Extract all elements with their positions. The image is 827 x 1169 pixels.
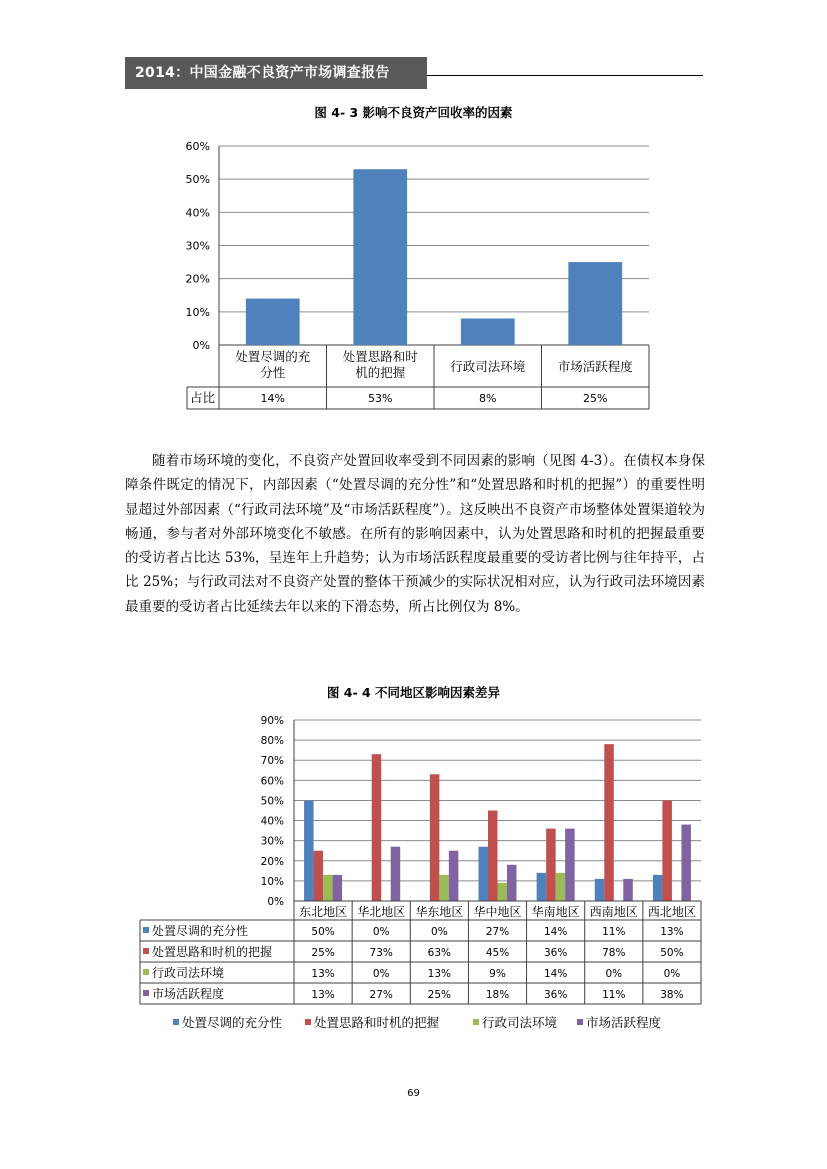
table-value: 14% — [260, 392, 285, 405]
table-value: 50% — [311, 926, 335, 938]
table-series-label: 处置尽调的充分性 — [152, 924, 249, 938]
legend-label: 市场活跃程度 — [586, 1015, 662, 1030]
x-category-label: 行政司法环境 — [450, 359, 526, 374]
x-category-label: 西南地区 — [589, 905, 638, 919]
bar-市场活跃程度-华北地区 — [391, 847, 401, 901]
table-value: 0% — [431, 926, 448, 938]
y-tick-label: 90% — [260, 715, 284, 727]
table-legend-key — [143, 948, 149, 954]
x-category-label: 华北地区 — [357, 905, 406, 919]
table-value: 14% — [543, 926, 568, 938]
table-value: 14% — [543, 968, 568, 980]
y-tick-label: 30% — [185, 239, 210, 253]
report-header-title: 2014：中国金融不良资产市场调查报告 — [125, 57, 427, 89]
page-number: 69 — [407, 1088, 420, 1099]
bar-行政司法环境-华中地区 — [498, 883, 508, 901]
table-value: 53% — [368, 392, 393, 405]
table-value: 63% — [427, 947, 452, 959]
y-tick-label: 60% — [185, 140, 210, 153]
bar-处置尽调的充分性-西北地区 — [653, 875, 663, 901]
legend-key — [305, 1019, 311, 1025]
bar-处置思路和时机的把握-西北地区 — [662, 800, 672, 901]
bar-处置尽调的充分性-华南地区 — [537, 873, 547, 901]
table-value: 36% — [543, 989, 568, 1001]
bar-市场活跃程度-华南地区 — [565, 829, 575, 901]
table-value: 9% — [489, 968, 506, 980]
x-category-label: 华南地区 — [531, 905, 580, 919]
table-value: 13% — [311, 968, 335, 980]
y-tick-label: 60% — [260, 775, 284, 788]
legend-label: 行政司法环境 — [482, 1015, 558, 1030]
table-series-label: 市场活跃程度 — [152, 987, 225, 1001]
y-tick-label: 40% — [260, 815, 284, 828]
bar-行政司法环境-华南地区 — [556, 873, 566, 901]
x-category-label: 东北地区 — [299, 905, 348, 919]
x-category-label: 华东地区 — [415, 905, 464, 919]
y-tick-label: 0% — [267, 896, 284, 908]
bar-市场活跃程度-西南地区 — [623, 879, 633, 901]
x-category-label: 处置尽调的充 — [235, 349, 311, 364]
table-legend-key — [143, 927, 149, 933]
table-value: 78% — [602, 947, 626, 959]
table-value: 36% — [543, 947, 568, 959]
table-legend-key — [143, 969, 149, 975]
bar-处置尽调的充分性-华中地区 — [479, 847, 489, 901]
table-value: 27% — [485, 926, 510, 938]
legend-label: 处置尽调的充分性 — [182, 1015, 283, 1030]
x-category-label: 分性 — [260, 365, 286, 380]
y-tick-label: 70% — [260, 755, 284, 768]
bar-市场活跃程度-东北地区 — [333, 875, 343, 901]
table-value: 0% — [605, 968, 623, 980]
bar-处置思路和时机的把握-华中地区 — [488, 811, 498, 902]
bar-行政司法环境-东北地区 — [323, 875, 333, 901]
table-value: 38% — [660, 989, 684, 1001]
y-tick-label: 50% — [260, 795, 284, 808]
x-category-label: 华中地区 — [473, 905, 522, 919]
table-value: 27% — [369, 989, 393, 1001]
table-legend-key — [143, 990, 149, 996]
table-row-label: 占比 — [190, 390, 216, 405]
bar-市场活跃程度-西北地区 — [681, 825, 691, 901]
legend-key — [473, 1019, 479, 1025]
legend-key — [577, 1019, 583, 1025]
legend-label: 处置思路和时机的把握 — [314, 1015, 440, 1030]
table-value: 13% — [311, 989, 335, 1001]
table-value: 25% — [311, 947, 335, 959]
figure-4-4-title: 图 4- 4 不同地区影响因素差异 — [326, 685, 501, 700]
table-value: 50% — [660, 947, 684, 959]
table-value: 13% — [427, 968, 452, 980]
x-category-label: 西北地区 — [647, 905, 696, 919]
bar-处置思路和时机的把握-华东地区 — [430, 774, 440, 901]
bar-处置思路和时机的把握-华北地区 — [372, 754, 382, 901]
table-value: 45% — [485, 947, 510, 959]
bar-市场活跃程度-华中地区 — [507, 865, 517, 901]
table-series-label: 行政司法环境 — [152, 966, 225, 980]
table-value: 0% — [663, 968, 681, 980]
y-tick-label: 0% — [192, 339, 210, 352]
paragraph-text: 随着市场环境的变化，不良资产处置回收率受到不同因素的影响（见图 4-3）。在债权本身保障条件既定的情况下，内部因素（“处置尽调的充分性”和“处置思路和时机的把握”）的重要性明显超过外部因素（“行政司法环境”及“市场活跃程度”）。这反映出不良资产市场整体处置渠道较为畅通，参与者对外部环境变化不敏感。在所有的影响因素中，认为处置思路和时机的把握最重要的受访者占比达 53%，呈连年上升趋势；认为市场活跃程度最重要的受访者比例与往年持平，占比 25%；与行政司法对不良资产处置的整体干预减少的实际状况相对应，认为行政司法环境因素最重要的受访者占比延续去年以来的下滑态势，所占比例仅为 8%。 — [125, 453, 705, 615]
bar-处置思路和时机的把握-东北地区 — [314, 851, 324, 901]
table-value: 0% — [372, 926, 390, 938]
table-value: 25% — [427, 989, 452, 1001]
y-tick-label: 40% — [185, 206, 210, 220]
table-series-label: 处置思路和时机的把握 — [152, 945, 273, 959]
y-tick-label: 80% — [260, 735, 284, 748]
y-tick-label: 20% — [185, 272, 210, 286]
x-category-label: 机的把握 — [355, 365, 406, 380]
table-value: 0% — [372, 968, 390, 980]
table-value: 11% — [602, 926, 626, 938]
table-value: 73% — [369, 947, 393, 959]
table-value: 8% — [479, 392, 497, 405]
bar-行政司法环境-华东地区 — [439, 875, 449, 901]
bar-处置尽调的充分性-西南地区 — [595, 879, 605, 901]
y-tick-label: 30% — [260, 835, 284, 848]
bar-处置尽调的充分性-东北地区 — [304, 800, 314, 901]
y-tick-label: 50% — [185, 173, 210, 187]
figure-4-3-title: 图 4- 3 影响不良资产回收率的因素 — [314, 105, 513, 120]
y-tick-label: 10% — [185, 305, 210, 319]
y-tick-label: 20% — [260, 855, 284, 868]
x-category-label: 市场活跃程度 — [557, 359, 633, 374]
x-category-label: 处置思路和时 — [342, 349, 418, 364]
table-value: 11% — [602, 989, 626, 1001]
bar-处置思路和时机的把握-华南地区 — [546, 829, 556, 901]
table-value: 18% — [485, 989, 510, 1001]
legend-key — [173, 1019, 179, 1025]
table-value: 13% — [660, 926, 684, 938]
y-tick-label: 10% — [260, 875, 284, 888]
bar-处置思路和时机的把握-西南地区 — [604, 744, 614, 901]
table-value: 25% — [583, 392, 608, 405]
bar-市场活跃程度-华东地区 — [449, 851, 459, 901]
